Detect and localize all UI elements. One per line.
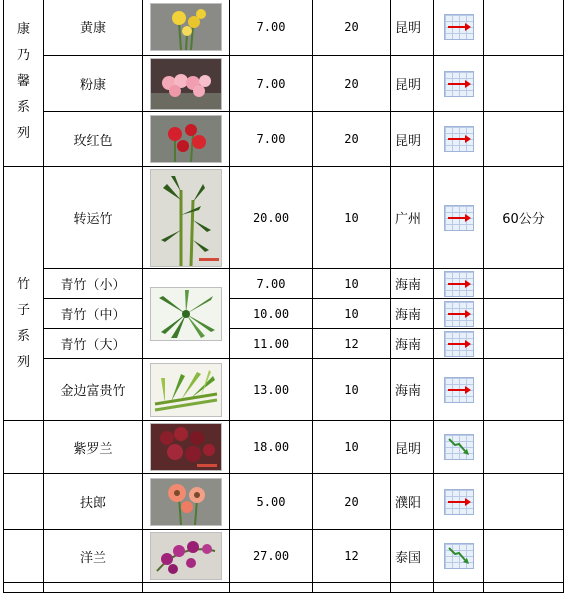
product-name: 紫罗兰 [44, 421, 143, 474]
product-photo [143, 167, 230, 269]
price: 13.00 [230, 359, 313, 421]
yellow-carnation-image [150, 3, 222, 51]
trend-cell [434, 0, 484, 56]
note [484, 329, 564, 359]
note [484, 0, 564, 56]
quantity: 10 [313, 269, 391, 299]
trend-cell [434, 359, 484, 421]
product-photo [143, 0, 230, 56]
trend-flat-icon[interactable] [444, 377, 474, 403]
category-bamboo [4, 167, 44, 421]
note [484, 299, 564, 329]
price: 11.00 [230, 329, 313, 359]
product-name: 金边富贵竹 [44, 359, 143, 421]
trend-cell [434, 329, 484, 359]
trend-down-icon[interactable] [444, 543, 474, 569]
product-photo [143, 56, 230, 112]
category-label: 康乃馨系列 [16, 22, 30, 141]
quantity: 20 [313, 56, 391, 112]
product-name: 黄康 [44, 0, 143, 56]
quantity: 20 [313, 0, 391, 56]
note: 60公分 [484, 167, 564, 269]
trend-flat-icon[interactable] [444, 271, 474, 297]
quantity: 12 [313, 530, 391, 583]
origin: 濮阳 [391, 474, 434, 530]
golden-edge-bamboo-image [150, 363, 222, 417]
product-photo [143, 474, 230, 530]
quantity: 10 [313, 299, 391, 329]
category-label: 竹子系列 [16, 276, 30, 370]
origin: 昆明 [391, 0, 434, 56]
note [484, 421, 564, 474]
quantity: 20 [313, 474, 391, 530]
trend-flat-icon[interactable] [444, 331, 474, 357]
trend-cell [434, 112, 484, 167]
category-empty [4, 474, 44, 530]
product-photo [143, 530, 230, 583]
trend-flat-icon[interactable] [444, 126, 474, 152]
orchid-image [150, 532, 222, 580]
origin: 昆明 [391, 421, 434, 474]
trend-flat-icon[interactable] [444, 71, 474, 97]
trend-cell [434, 421, 484, 474]
trend-cell [434, 530, 484, 583]
table-row-partial [4, 583, 44, 593]
trend-down-icon[interactable] [444, 434, 474, 460]
category-empty [4, 421, 44, 474]
price: 7.00 [230, 56, 313, 112]
product-name: 青竹（大） [44, 329, 143, 359]
trend-cell [434, 299, 484, 329]
origin: 海南 [391, 329, 434, 359]
lucky-bamboo-image [150, 169, 222, 267]
origin: 广州 [391, 167, 434, 269]
trend-cell [434, 56, 484, 112]
price: 10.00 [230, 299, 313, 329]
note [484, 112, 564, 167]
product-photo [143, 112, 230, 167]
note [484, 56, 564, 112]
origin: 昆明 [391, 112, 434, 167]
trend-flat-icon[interactable] [444, 489, 474, 515]
price: 7.00 [230, 112, 313, 167]
red-carnation-image [150, 115, 222, 163]
category-carnation [4, 0, 44, 167]
product-name: 玫红色 [44, 112, 143, 167]
price: 7.00 [230, 269, 313, 299]
note [484, 474, 564, 530]
price: 5.00 [230, 474, 313, 530]
trend-flat-icon[interactable] [444, 301, 474, 327]
origin: 海南 [391, 359, 434, 421]
price: 20.00 [230, 167, 313, 269]
note [484, 269, 564, 299]
note [484, 530, 564, 583]
gerbera-image [150, 478, 222, 526]
violet-stock-image [150, 423, 222, 471]
quantity: 10 [313, 421, 391, 474]
trend-cell [434, 269, 484, 299]
note [484, 359, 564, 421]
product-photo [143, 421, 230, 474]
product-name: 洋兰 [44, 530, 143, 583]
trend-flat-icon[interactable] [444, 205, 474, 231]
price: 7.00 [230, 0, 313, 56]
quantity: 12 [313, 329, 391, 359]
price: 18.00 [230, 421, 313, 474]
quantity: 10 [313, 359, 391, 421]
quantity: 10 [313, 167, 391, 269]
trend-cell [434, 474, 484, 530]
origin: 泰国 [391, 530, 434, 583]
category-empty [4, 530, 44, 583]
product-photo [143, 269, 230, 359]
product-name: 扶郎 [44, 474, 143, 530]
product-name: 粉康 [44, 56, 143, 112]
origin: 海南 [391, 299, 434, 329]
pink-carnation-image [150, 58, 222, 110]
trend-flat-icon[interactable] [444, 14, 474, 40]
green-bamboo-image [150, 287, 222, 341]
origin: 昆明 [391, 56, 434, 112]
product-name: 青竹（中） [44, 299, 143, 329]
product-photo [143, 359, 230, 421]
quantity: 20 [313, 112, 391, 167]
trend-cell [434, 167, 484, 269]
product-name: 青竹（小） [44, 269, 143, 299]
product-name: 转运竹 [44, 167, 143, 269]
origin: 海南 [391, 269, 434, 299]
price-table [3, 0, 564, 593]
price: 27.00 [230, 530, 313, 583]
